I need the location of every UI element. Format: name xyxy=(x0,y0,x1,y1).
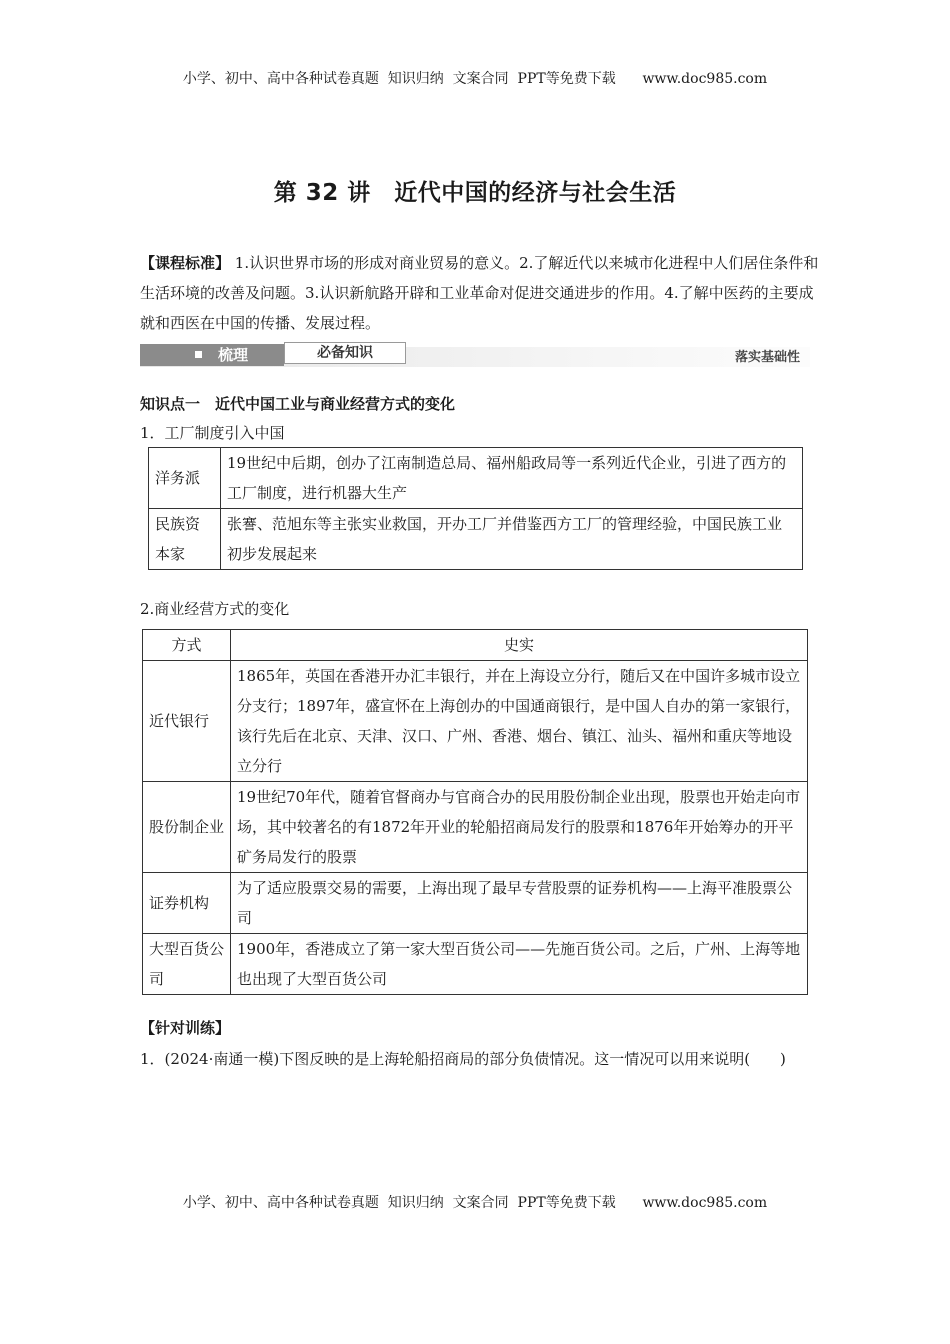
table-cell-label: 民族资本家 xyxy=(149,509,221,570)
section2-title: 2.商业经营方式的变化 xyxy=(140,600,290,618)
table-cell-label: 股份制企业 xyxy=(143,782,231,873)
section1-title: 1．工厂制度引入中国 xyxy=(140,424,285,442)
course-standard-label: 【课程标准】 xyxy=(140,254,231,272)
table-cell-label: 大型百货公司 xyxy=(143,934,231,995)
page-footer: 小学、初中、高中各种试卷真题 知识归纳 文案合同 PPT等免费下载 www.doc985.com xyxy=(182,1195,768,1211)
table-cell-text: 为了适应股票交易的需要，上海出现了最早专营股票的证券机构——上海平准股票公司 xyxy=(231,873,808,934)
table-row xyxy=(143,934,808,995)
table-cell-label: 证券机构 xyxy=(143,873,231,934)
factory-system-table xyxy=(148,447,803,570)
exercise-question: 1．(2024·南通一模)下图反映的是上海轮船招商局的部分负债情况。这一情况可以用来说明( ) xyxy=(140,1050,786,1068)
course-standard xyxy=(140,248,820,338)
table-row xyxy=(149,448,803,509)
table-row xyxy=(143,782,808,873)
course-standard-text: 1.认识世界市场的形成对商业贸易的意义。2.了解近代以来城市化进程中人们居住条件和生活环境的改善及问题。3.认识新航路开辟和工业革命对促进交通进步的作用。4.了解中医药的主要成就和西医在中国的传播、发展过程。 xyxy=(140,254,819,332)
square-bullet-icon xyxy=(195,351,202,358)
table-row xyxy=(149,509,803,570)
table-cell-text: 1865年，英国在香港开办汇丰银行，并在上海设立分行，随后又在中国许多城市设立分支行；1897年，盛宣怀在上海创办的中国通商银行，是中国人自办的第一家银行，该行先后在北京、天津、汉口、广州、香港、烟台、镇江、汕头、福州和重庆等地设立分行 xyxy=(231,661,808,782)
table-cell-label: 近代银行 xyxy=(143,661,231,782)
section-banner xyxy=(140,341,810,367)
table-header-cell: 方式 xyxy=(143,630,231,661)
business-change-table xyxy=(142,629,808,995)
table-cell-text: 19世纪中后期，创办了江南制造总局、福州船政局等一系列近代企业，引进了西方的工厂制度，进行机器大生产 xyxy=(221,448,803,509)
table-row xyxy=(143,873,808,934)
page-header: 小学、初中、高中各种试卷真题 知识归纳 文案合同 PPT等免费下载 www.doc985.com xyxy=(182,71,768,87)
banner-right-label: 落实基础性 xyxy=(734,350,800,365)
banner-tab-review: 梳理 xyxy=(218,346,249,364)
exercise-heading: 【针对训练】 xyxy=(140,1019,231,1037)
page-title: 第 32 讲 近代中国的经济与社会生活 xyxy=(273,180,677,206)
table-header-cell: 史实 xyxy=(231,630,808,661)
table-cell-text: 张謇、范旭东等主张实业救国，开办工厂并借鉴西方工厂的管理经验，中国民族工业初步发展起来 xyxy=(221,509,803,570)
table-row xyxy=(143,661,808,782)
banner-tab-essential: 必备知识 xyxy=(284,342,406,364)
table-cell-text: 1900年，香港成立了第一家大型百货公司——先施百货公司。之后，广州、上海等地也出现了大型百货公司 xyxy=(231,934,808,995)
table-cell-text: 19世纪70年代，随着官督商办与官商合办的民用股份制企业出现，股票也开始走向市场，其中较著名的有1872年开业的轮船招商局发行的股票和1876年开始筹办的开平矿务局发行的股票 xyxy=(231,782,808,873)
knowledge-point-title: 知识点一 近代中国工业与商业经营方式的变化 xyxy=(140,395,456,413)
table-header-row xyxy=(143,630,808,661)
table-cell-label: 洋务派 xyxy=(149,448,221,509)
